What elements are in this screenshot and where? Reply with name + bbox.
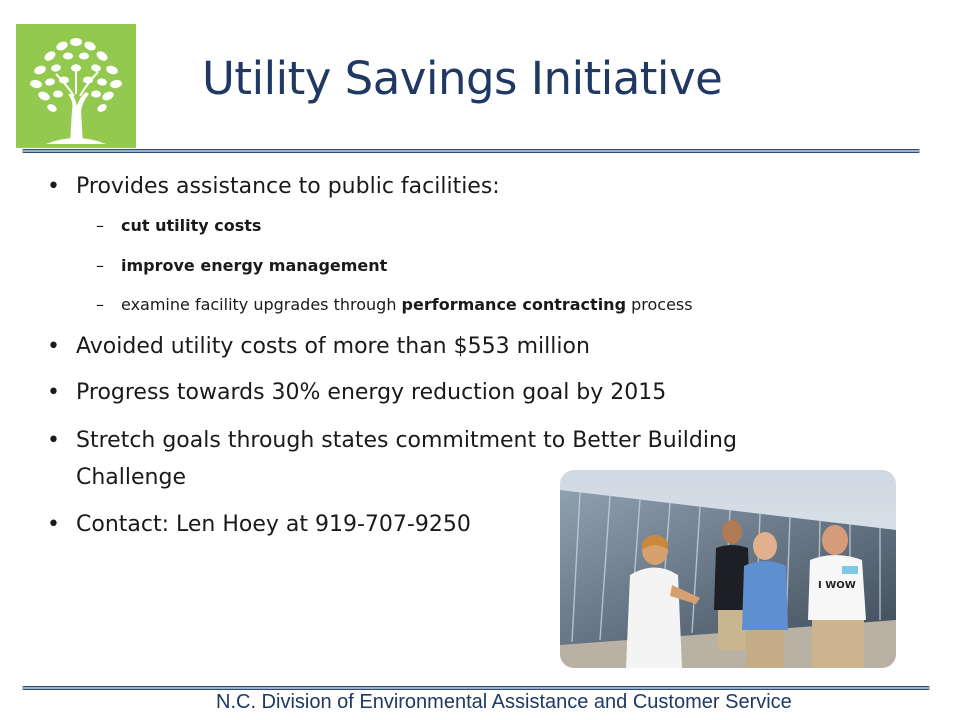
bullet-text: Progress towards 30% energy reduction goal by 2015: [76, 380, 667, 405]
bullet-glyph: •: [47, 380, 60, 405]
bullet-item: [47, 508, 471, 541]
bullet-item: [47, 170, 500, 203]
bullet-glyph: •: [47, 428, 60, 453]
bullet-glyph: •: [47, 512, 60, 537]
bullet-glyph: •: [47, 174, 60, 199]
sub-bullet-item: [96, 254, 388, 278]
bullet-glyph: •: [47, 334, 60, 359]
bullet-item: [47, 330, 590, 363]
sub-bullet-item: [96, 214, 262, 238]
sub-bullet-item: [96, 293, 693, 317]
bullet-text: Avoided utility costs of more than $553 million: [76, 334, 590, 359]
sub-bullet-glyph: –: [96, 256, 104, 275]
bullet-text: Provides assistance to public facilities:: [76, 174, 500, 199]
sub-bullet-text-pre: examine facility upgrades through: [121, 295, 402, 314]
sub-bullet-text: improve energy management: [121, 256, 388, 275]
solar-panel-photo: [560, 470, 896, 668]
sub-bullet-glyph: –: [96, 295, 104, 314]
shirt-print-text: I WOW: [818, 580, 856, 591]
footer-text: N.C. Division of Environmental Assistance and Customer Service: [216, 691, 792, 713]
sub-bullet-text-post: process: [626, 295, 693, 314]
bullet-text-line2: Challenge: [76, 465, 186, 490]
sub-bullet-text: cut utility costs: [121, 216, 262, 235]
bullet-item-continuation: [76, 461, 186, 494]
bullet-item: [47, 376, 667, 409]
bullet-text: Contact: Len Hoey at 919-707-9250: [76, 512, 471, 537]
slide-title: Utility Savings Initiative: [202, 52, 723, 105]
sub-bullet-glyph: –: [96, 216, 104, 235]
sub-bullet-text-bold: performance contracting: [401, 295, 627, 314]
bullet-text-line1: Stretch goals through states commitment to Better Building: [76, 428, 737, 453]
bullet-item: [47, 424, 737, 457]
